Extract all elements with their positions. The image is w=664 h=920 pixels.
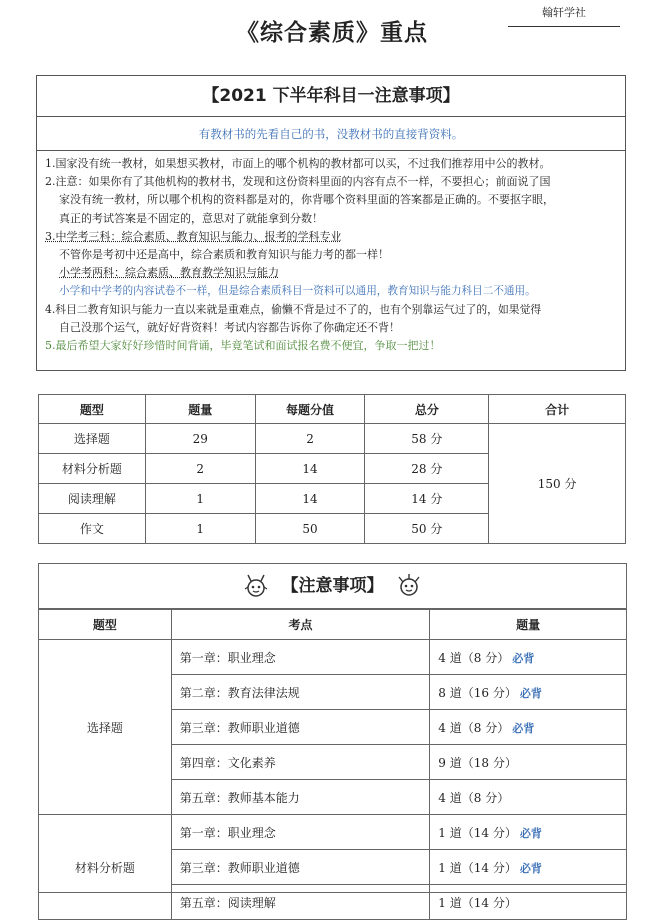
notice-heading: 【2021 下半年科目一注意事项】 xyxy=(37,76,625,117)
cell-topic: 第三章：教师职业道德 xyxy=(171,710,430,745)
cell-count xyxy=(430,745,627,780)
cell-total: 28 分 xyxy=(365,454,489,484)
notice-list xyxy=(37,151,625,355)
cell-count: 1 xyxy=(145,514,255,544)
publisher-label: 翰轩学社 xyxy=(508,0,620,27)
column-header: 每题分值 xyxy=(255,395,365,424)
note-line: 不管你是考初中还是高中，综合素质和教育知识与能力考的都一样！ xyxy=(59,248,389,262)
cell-count xyxy=(430,780,627,815)
column-header: 题型 xyxy=(39,610,172,640)
cell-total: 50 分 xyxy=(365,514,489,544)
note-line: 3.中学考三科：综合素质、教育知识与能力、报考的学科专业 xyxy=(45,229,342,243)
count-text: 9 道（18 分） xyxy=(438,755,517,770)
note-line: 真正的考试答案是不固定的，意思对了就能拿到分数！ xyxy=(59,211,323,225)
cell-type: 材料分析题 xyxy=(39,815,172,920)
cell-count: 1 xyxy=(145,484,255,514)
column-header: 题量 xyxy=(430,610,627,640)
cell-topic: 第一章：职业理念 xyxy=(171,640,430,675)
count-text: 1 道（14 分） xyxy=(438,825,517,840)
note-line: 小学和中学考的内容试卷不一样，但是综合素质科目一资料可以通用，教育知识与能力科目二不通用。 xyxy=(59,285,536,298)
column-header: 题型 xyxy=(39,395,146,424)
cell-count xyxy=(430,640,627,675)
cell-type: 材料分析题 xyxy=(39,454,146,484)
count-text: 1 道（14 分） xyxy=(438,860,517,875)
notice-subtitle: 有教材书的先看自己的书，没教材书的直接背资料。 xyxy=(198,127,464,141)
cell-per: 50 xyxy=(255,514,365,544)
cell-topic: 第五章：阅读理解 xyxy=(171,885,430,920)
score-table xyxy=(38,394,626,544)
must-memorize-label: 必背 xyxy=(519,686,542,700)
focus-table xyxy=(38,609,627,920)
cell-total: 58 分 xyxy=(365,424,489,454)
cell-topic: 第四章：文化素养 xyxy=(171,745,430,780)
cell-count: 2 xyxy=(145,454,255,484)
note-line: 2.注意：如果你有了其他机构的教材书，发现和这份资料里面的内容有点不一样，不要担心；前面说了国 xyxy=(45,175,551,189)
focus-heading-row xyxy=(39,564,626,609)
cell-topic: 第一章：职业理念 xyxy=(171,815,430,850)
cell-count xyxy=(430,675,627,710)
must-memorize-label: 必背 xyxy=(512,651,535,665)
cell-per: 14 xyxy=(255,454,365,484)
focus-heading: 【注意事项】 xyxy=(281,576,384,596)
column-header: 考点 xyxy=(171,610,430,640)
count-text: 1 道（14 分） xyxy=(438,895,517,910)
focus-box xyxy=(38,563,627,910)
column-header: 合计 xyxy=(489,395,626,424)
count-text: 4 道（8 分） xyxy=(438,720,510,735)
cell-count xyxy=(430,885,627,920)
note-line: 5.最后希望大家好好珍惜时间背诵，毕竟笔试和面试报名费不便宜，争取一把过！ xyxy=(45,339,441,353)
table-header-row xyxy=(39,610,627,640)
cell-count xyxy=(430,815,627,850)
cell-count xyxy=(430,850,627,885)
cell-count xyxy=(430,710,627,745)
note-line: 4.科目二教育知识与能力一直以来就是重难点，偷懒不背是过不了的，也有个别靠运气过了的，如果觉得 xyxy=(45,302,542,316)
column-header: 题量 xyxy=(145,395,255,424)
cartoon-mascot-icon xyxy=(242,573,270,599)
table-row xyxy=(39,640,627,675)
note-line: 家没有统一教材，所以哪个机构的资料都是对的，你背哪个资料里面的答案都是正确的。不要抠字眼， xyxy=(59,193,554,207)
table-header-row xyxy=(39,395,626,424)
note-line: 小学考两科：综合素质、教育教学知识与能力 xyxy=(59,266,279,280)
table-row xyxy=(39,815,627,850)
cell-type: 选择题 xyxy=(39,424,146,454)
must-memorize-label: 必背 xyxy=(519,826,542,840)
notice-box xyxy=(36,75,626,371)
cartoon-mascot-icon xyxy=(395,573,423,599)
cell-type: 作文 xyxy=(39,514,146,544)
cell-topic: 第二章：教育法律法规 xyxy=(171,675,430,710)
grand-total-cell: 150 分 xyxy=(489,424,626,544)
page-title: 《综合素质》重点 xyxy=(236,20,428,46)
cell-per: 14 xyxy=(255,484,365,514)
table-row xyxy=(39,424,626,454)
cell-count: 29 xyxy=(145,424,255,454)
count-text: 4 道（8 分） xyxy=(438,790,510,805)
count-text: 8 道（16 分） xyxy=(438,685,517,700)
must-memorize-label: 必背 xyxy=(512,721,535,735)
count-text: 4 道（8 分） xyxy=(438,650,510,665)
note-line: 1.国家没有统一教材，如果想买教材，市面上的哪个机构的教材都可以买，不过我们推荐用中公的教材。 xyxy=(45,157,551,170)
must-memorize-label: 必背 xyxy=(519,861,542,875)
cell-topic: 第三章：教师职业道德 xyxy=(171,850,430,885)
column-header: 总分 xyxy=(365,395,489,424)
cell-topic: 第五章：教师基本能力 xyxy=(171,780,430,815)
cell-type: 选择题 xyxy=(39,640,172,815)
cell-per: 2 xyxy=(255,424,365,454)
note-line: 自己没那个运气，就好好背资料！考试内容都告诉你了你确定还不背！ xyxy=(59,320,400,334)
cell-total: 14 分 xyxy=(365,484,489,514)
cell-type: 阅读理解 xyxy=(39,484,146,514)
